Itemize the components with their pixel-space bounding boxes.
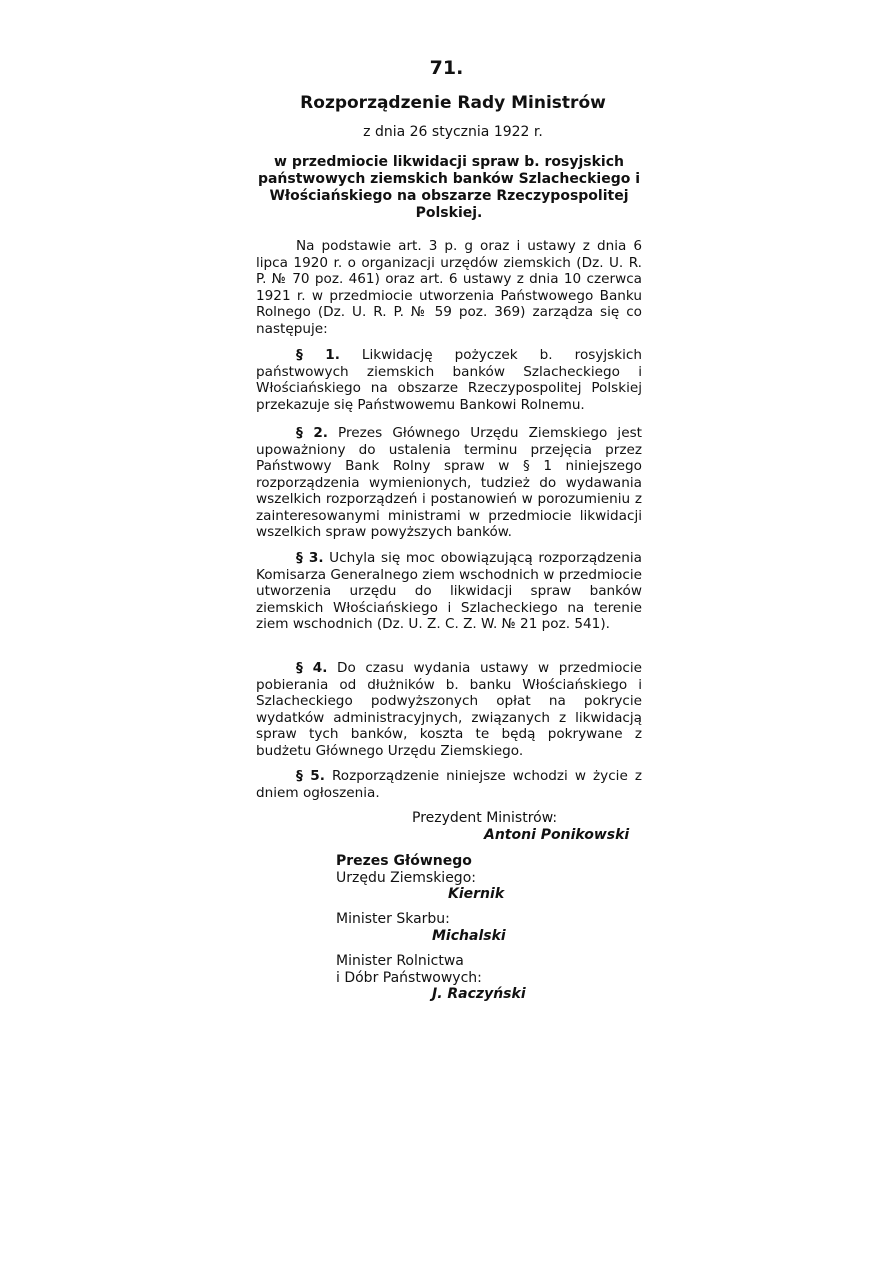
signature-name: J. Raczyński <box>432 986 526 1002</box>
section-5 <box>256 768 642 801</box>
section-1-paragraph <box>256 347 642 413</box>
signature-role-line-2: Urzędu Ziemskiego: <box>336 869 476 886</box>
section-3-text: Uchyla się moc obowiązującą rozporządzenia Komisarza Generalnego ziem wschodnich w przedmiocie utworzenia urzędu do likwidacji spraw banków ziemskich Włościańskiego i Szlacheckiego na terenie ziem wschodnich (Dz. U. Z. C. Z. W. № 21 poz. 541). <box>256 550 642 632</box>
section-5-paragraph <box>256 768 642 801</box>
section-4 <box>256 660 642 759</box>
document-date: z dnia 26 stycznia 1922 r. <box>363 124 543 140</box>
section-2 <box>256 425 642 541</box>
section-1-mark: § 1. <box>296 347 340 363</box>
section-1 <box>256 347 642 413</box>
signature-treasury-minister <box>336 911 576 944</box>
signature-role: Minister Skarbu: <box>336 911 450 927</box>
section-4-paragraph <box>256 660 642 759</box>
signature-land-office-president <box>336 853 576 903</box>
signature-name: Antoni Ponikowski <box>484 826 630 843</box>
section-4-text: Do czasu wydania ustawy w przedmiocie pobierania od dłużników b. banku Włościańskiego i Szlacheckiego podwyższonych opłat na pokrycie wydatków administracyjnych, związanych z likwidacją spraw tych banków, koszta te będą pokrywane z budżetu Głównego Urzędu Ziemskiego. <box>256 660 643 759</box>
intro-paragraph <box>256 238 642 337</box>
signature-role-line-2: i Dóbr Państwowych: <box>336 969 482 986</box>
document-title: Rozporządzenie Rady Ministrów <box>300 93 606 113</box>
section-2-text: Prezes Głównego Urzędu Ziemskiego jest upoważniony do ustalenia terminu przejęcia przez Państwowy Bank Rolny spraw w § 1 niniejszego rozporządzenia wymienionych, tudzież do wydawania wszelkich rozporządzeń i postanowień w porozumieniu z zainteresowanymi ministrami w przedmiocie likwidacji wszelkich spraw powyższych banków. <box>256 425 642 540</box>
signature-name: Kiernik <box>448 886 505 902</box>
section-5-mark: § 5. <box>296 768 325 784</box>
section-3 <box>256 550 642 633</box>
signature-role: Prezydent Ministrów: <box>412 810 558 826</box>
section-2-mark: § 2. <box>296 425 328 441</box>
signature-prime-minister <box>412 810 652 843</box>
document-subject: w przedmiocie likwidacji spraw b. rosyjskich państwowych ziemskich banków Szlacheckiego i Włościańskiego na obszarze Rzeczypospolitej Polskiej. <box>257 154 641 221</box>
section-4-mark: § 4. <box>296 660 328 676</box>
signature-role: Minister Rolnictwa <box>336 953 464 969</box>
intro-text: Na podstawie art. 3 p. g oraz i ustawy z dnia 6 lipca 1920 r. o organizacji urzędów ziemskich (Dz. U. R. P. № 70 poz. 461) oraz art. 6 ustawy z dnia 10 czerwca 1921 r. w przedmiocie utworzenia Państwowego Banku Rolnego (Dz. U. R. P. № 59 poz. 369) zarządza się co następuje: <box>256 238 642 337</box>
section-2-paragraph <box>256 425 642 541</box>
section-3-mark: § 3. <box>296 550 324 566</box>
section-5-text: Rozporządzenie niniejsze wchodzi w życie z dniem ogłoszenia. <box>256 768 642 801</box>
signature-role: Prezes Głównego <box>336 853 472 869</box>
signature-agriculture-minister <box>336 953 576 1003</box>
section-1-text: Likwidację pożyczek b. rosyjskich państwowych ziemskich banków Szlacheckiego i Włościańskiego na obszarze Rzeczypospolitej Polskiej przekazuje się Państwowemu Bankowi Rolnemu. <box>256 347 642 413</box>
section-3-paragraph <box>256 550 642 633</box>
signature-name: Michalski <box>432 927 506 944</box>
page-number: 71. <box>429 57 464 79</box>
